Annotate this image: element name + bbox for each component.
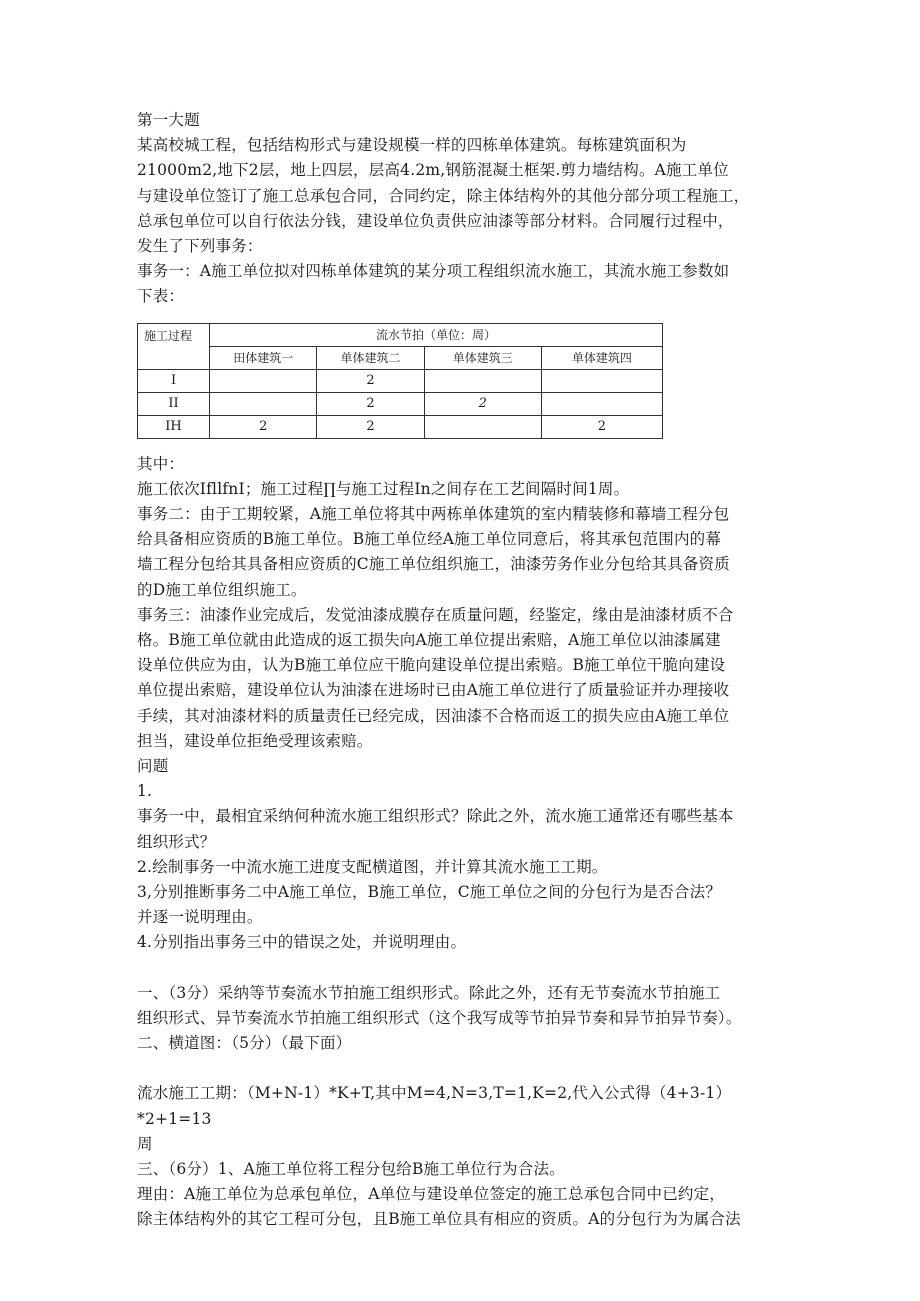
text-line: 某高校城工程，包括结构形式与建设规模一样的四栋单体建筑。每栋建筑面积为 xyxy=(137,136,687,155)
table-cell: 2 xyxy=(541,415,662,438)
table-cell xyxy=(424,369,541,392)
text-line: 21000m2,地下2层，地上四层，层高4.2m,钢筋混凝土框架.剪力墙结构。A施工单位 xyxy=(137,161,729,180)
questions-heading: 问题 xyxy=(137,757,169,776)
answers-block-a xyxy=(137,981,787,1057)
text-line: 三、（6分）1、A施工单位将工程分包给B施工单位行为合法。 xyxy=(137,1159,565,1178)
text-line: 组织形式、异节奏流水节拍施工组织形式（这个我写成等节拍异节奏和异节拍异节奏）。 xyxy=(137,1008,742,1027)
table-cell: 2 xyxy=(317,415,424,438)
column-header: 单体建筑二 xyxy=(317,346,424,369)
text-line: 组织形式？ xyxy=(137,832,216,851)
process-cell: I xyxy=(138,369,210,392)
text-line: 其中： xyxy=(137,454,185,473)
text-line: 格。B施工单位就由此造成的返工损失向A施工单位提出索赔，A施工单位以油漆属建 xyxy=(137,631,721,650)
spacer xyxy=(137,1056,787,1081)
intro-block xyxy=(137,133,787,309)
text-line: 4.分别指出事务三中的错误之处，并说明理由。 xyxy=(137,933,467,952)
table-cell xyxy=(210,369,317,392)
text-line: 的D施工单位组织施工。 xyxy=(137,580,307,599)
process-header: 施工过程 xyxy=(138,323,210,369)
text-line: 一、（3分）采纳等节奏流水节拍施工组织形式。除此之外，还有无节奏流水节拍施工 xyxy=(137,983,721,1002)
table-cell: 2 xyxy=(317,369,424,392)
text-line: 2.绘制事务一中流水施工进度支配横道图，并计算其流水施工工期。 xyxy=(137,857,608,876)
table-row xyxy=(138,415,663,438)
text-line: 施工依次IfllfnI；施工过程∏与施工过程In之间存在工艺间隔时间1周。 xyxy=(137,479,630,498)
text-line: 1. xyxy=(137,782,153,801)
spacer xyxy=(137,956,787,981)
text-line: 二、横道图：（5分）（最下面） xyxy=(137,1034,352,1053)
text-line: 手续，其对油漆材料的质量责任已经完成，因油漆不合格而返工的损失应由A施工单位 xyxy=(137,706,730,725)
table-cell xyxy=(541,369,662,392)
text-line: 担当，建设单位拒绝受理该索赔。 xyxy=(137,731,373,750)
text-line: 流水施工工期：（M+N-1）*K+T,其中M=4,N=3,T=1,K=2,代入公式得（4+3-1）*2+1=13 xyxy=(137,1084,732,1128)
table-subheader-row xyxy=(138,346,663,369)
text-line: 墙工程分包给其具备相应资质的C施工单位组织施工，油漆劳务作业分包给其具备资质 xyxy=(137,555,730,574)
table-cell: 2 xyxy=(424,392,541,415)
text-line: 给具备相应资质的B施工单位。B施工单位经A施工单位同意后，将其承包范围内的幕 xyxy=(137,530,722,549)
text-line: 事务二：由于工期较紧，A施工单位将其中两栋单体建筑的室内精装修和幕墙工程分包 xyxy=(137,505,730,524)
process-cell: IH xyxy=(138,415,210,438)
text-line: 事务三：油漆作业完成后，发觉油漆成膜存在质量问题，经鉴定，缘由是油漆材质不合 xyxy=(137,605,734,624)
table-cell xyxy=(424,415,541,438)
text-line: 并逐一说明理由。 xyxy=(137,908,263,927)
column-header: 单体建筑三 xyxy=(424,346,541,369)
table-row xyxy=(138,369,663,392)
text-line: 理由：A施工单位为总承包单位，A单位与建设单位签定的施工总承包合同中已约定， xyxy=(137,1185,725,1204)
table-header-row xyxy=(138,323,663,346)
text-line: 周 xyxy=(137,1134,153,1153)
table-cell: 2 xyxy=(210,415,317,438)
body-block xyxy=(137,452,787,956)
document-page xyxy=(137,108,787,1233)
table-cell xyxy=(541,392,662,415)
text-line: 3,分别推断事务二中A施工单位，B施工单位，C施工单位之间的分包行为是否合法？ xyxy=(137,883,722,902)
text-line: 与建设单位签订了施工总承包合同，合同约定，除主体结构外的其他分部分项工程施工， xyxy=(137,186,750,205)
text-line: 下表： xyxy=(137,287,185,306)
flow-beat-header: 流水节拍（单位：周） xyxy=(210,323,663,346)
text-line: 总承包单位可以自行依法分钱，建设单位负责供应油漆等部分材料。合同履行过程中， xyxy=(137,211,734,230)
text-line: 除主体结构外的其它工程可分包，且B施工单位具有相应的资质。A的分包行为为属合法 xyxy=(137,1210,741,1229)
process-cell: II xyxy=(138,392,210,415)
answers-block-b xyxy=(137,1081,787,1232)
text-line: 发生了下列事务： xyxy=(137,237,263,256)
text-line: 单位提出索赔，建设单位认为油漆在进场时已由A施工单位进行了质量验证并办理接收 xyxy=(137,681,730,700)
table-row xyxy=(138,392,663,415)
text-line: 设单位供应为由，认为B施工单位应干脆向建设单位提出索赔。B施工单位干脆向建设 xyxy=(137,656,726,675)
table-cell: 2 xyxy=(317,392,424,415)
text-line: 事务一：A施工单位拟对四栋单体建筑的某分项工程组织流水施工，其流水施工参数如 xyxy=(137,262,730,281)
column-header: 单体建筑四 xyxy=(541,346,662,369)
column-header: 田体建筑一 xyxy=(210,346,317,369)
table-cell xyxy=(210,392,317,415)
flow-parameter-table xyxy=(137,323,663,439)
text-line: 事务一中，最相宜采纳何种流水施工组织形式？除此之外，流水施工通常还有哪些基本 xyxy=(137,807,734,826)
section-heading: 第一大题 xyxy=(137,111,200,129)
